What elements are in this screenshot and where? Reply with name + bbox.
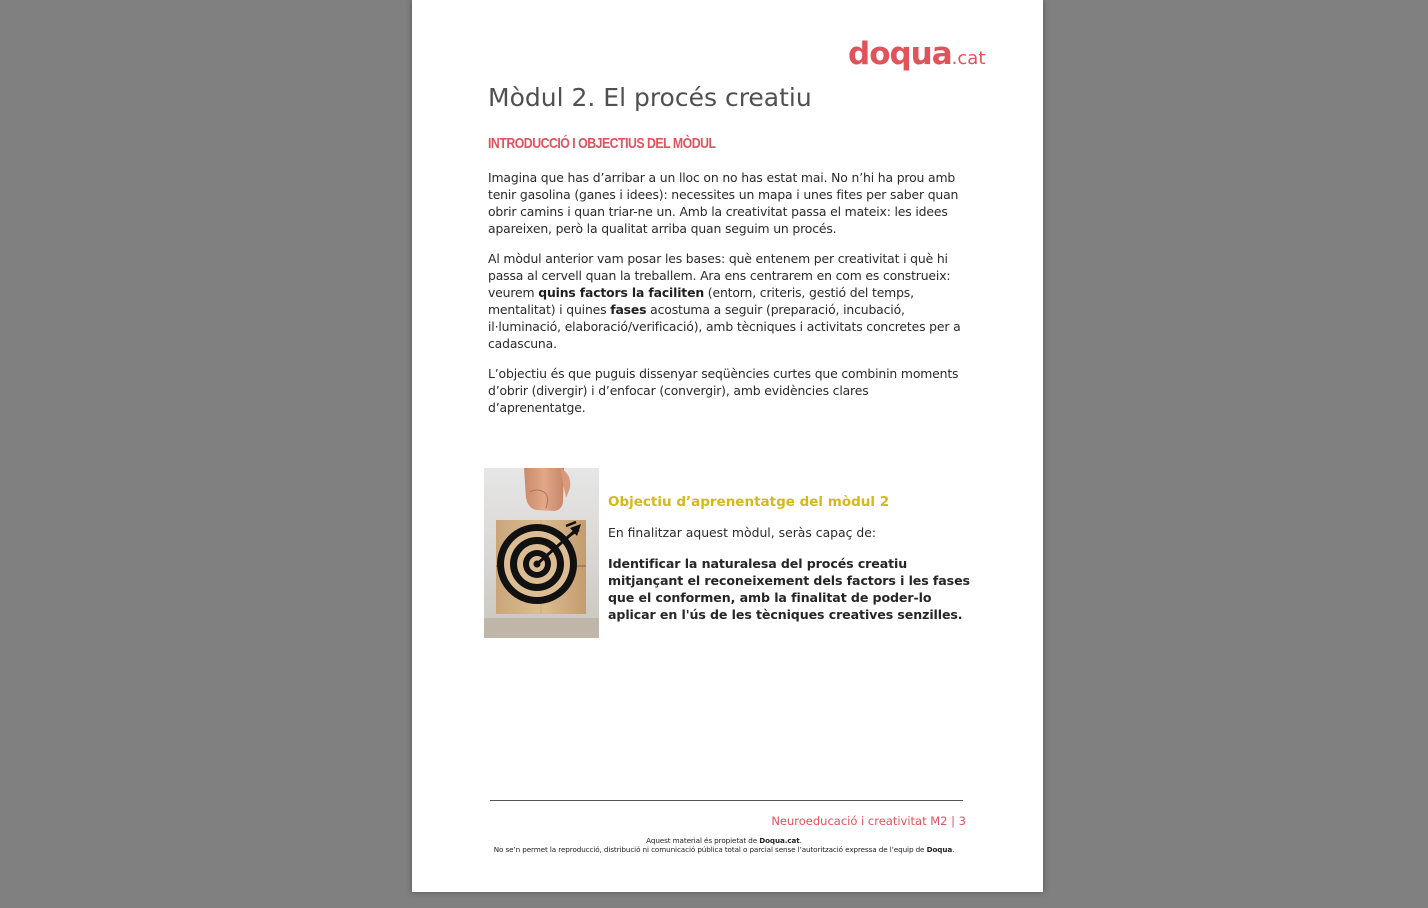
copyright-line-2: No se’n permet la reproducció, distribució ni comunicació pública total o parcial sense l’autorització expressa de l’equip de Doqua. — [493, 845, 955, 854]
document-page — [412, 0, 1043, 892]
section-heading: INTRODUCCIÓ I OBJECTIUS DEL MÒDUL — [488, 135, 716, 152]
intro-paragraph-2: Al mòdul anterior vam posar les bases: què entenem per creativitat i què hi passa al cervell quan la treballem. Ara ens centrarem en com es construeix: veurem quins factors la faciliten (entorn, criteris, gestió del temps, mentalitat) i quines fases acostuma a seguir (preparació, incubació, il·luminació, elaboració/verificació), amb tècniques i activitats concretes per a cadascuna. — [488, 251, 961, 351]
copyright-line-1: Aquest material és propietat de Doqua.cat. — [646, 836, 802, 845]
objective-title: Objectiu d’aprenentatge del mòdul 2 — [608, 494, 890, 510]
doqua-logo: doqua.cat — [848, 36, 986, 72]
footer-divider — [490, 800, 963, 801]
objective-goal: Identificar la naturalesa del procés creatiu mitjançant el reconeixement dels factors i les fases que el conformen, amb la finalitat de poder-lo aplicar en l'ús de les tècniques creatives senzilles. — [608, 556, 970, 622]
page-title: Mòdul 2. El procés creatiu — [488, 83, 812, 112]
copyright-notice — [474, 836, 974, 854]
objective-intro: En finalitzar aquest mòdul, seràs capaç de: — [608, 525, 877, 540]
intro-paragraph-3: L’objectiu és que puguis dissenyar seqüències curtes que combinin moments d’obrir (divergir) i d’enfocar (convergir), amb evidències clares d’aprenentatge. — [488, 366, 959, 415]
target-dartboard-icon — [484, 468, 599, 638]
intro-paragraph-1: Imagina que has d’arribar a un lloc on no has estat mai. No n’hi ha prou amb tenir gasolina (ganes i idees): necessites un mapa i unes fites per saber quan obrir camins i quan triar-ne un. Amb la creativitat passa el mateix: les idees apareixen, però la qualitat arriba quan seguim un procés. — [488, 170, 959, 236]
footer-page-label: Neuroeducació i creativitat M2 | 3 — [771, 814, 966, 828]
